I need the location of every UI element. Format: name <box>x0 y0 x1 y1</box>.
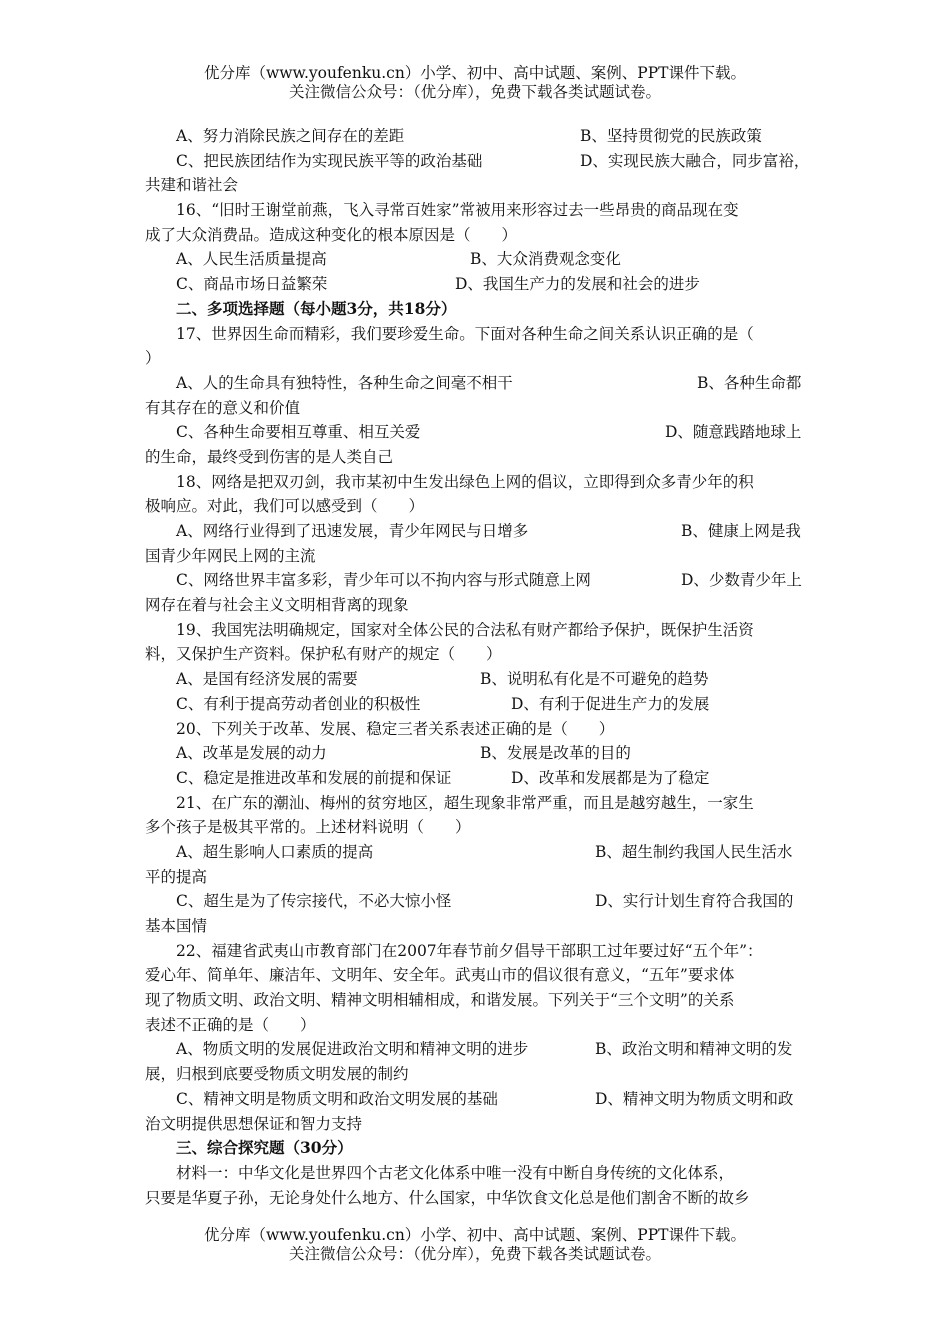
q21-option-d: D、实行计划生育符合我国的 <box>595 892 794 911</box>
q20-option-d: D、改革和发展都是为了稳定 <box>511 768 710 787</box>
q19-row-cd <box>145 692 809 717</box>
q15-option-a: A、努力消除民族之间存在的差距 <box>176 127 405 145</box>
document-body <box>145 124 809 1210</box>
q22-row-cd <box>145 1087 809 1112</box>
q19-option-d: D、有利于促进生产力的发展 <box>511 694 710 713</box>
q16-stem-cont: 成了大众消费品。造成这种变化的根本原因是（ ） <box>145 225 518 244</box>
q17-stem-cont: ） <box>145 349 161 368</box>
q17-option-a: A、人的生命具有独特性，各种生命之间毫不相干 <box>176 373 513 392</box>
q17-option-c: C、各种生命要相互尊重、相互关爱 <box>176 423 421 442</box>
q22-row-ab <box>145 1037 809 1062</box>
q20-stem: 20、下列关于改革、发展、稳定三者关系表述正确的是（ ） <box>176 719 615 738</box>
page-header <box>0 64 950 102</box>
page-footer <box>0 1226 950 1264</box>
q17-option-b-cont: 有其存在的意义和价值 <box>145 398 301 417</box>
q22-option-d: D、精神文明为物质文明和政 <box>595 1089 794 1108</box>
q22-option-d-cont: 治文明提供思想保证和智力支持 <box>145 1114 363 1133</box>
q18-row-ab <box>145 519 809 544</box>
q17-stem: 17、世界因生命而精彩，我们要珍爱生命。下面对各种生命之间关系认识正确的是（ <box>176 324 754 343</box>
q19-row-ab <box>145 667 809 692</box>
q20-row-ab <box>145 741 809 766</box>
q20-row-cd <box>145 766 809 791</box>
q21-option-b: B、超生制约我国人民生活水 <box>595 842 793 861</box>
q17-option-b: B、各种生命都 <box>697 373 802 392</box>
q21-row-ab <box>145 840 809 865</box>
q19-option-a: A、是国有经济发展的需要 <box>176 670 358 689</box>
q16-option-a: A、人民生活质量提高 <box>176 250 327 269</box>
material-1-line-2: 只要是华夏子孙，无论身处什么地方、什么国家，中华饮食文化总是他们割舍不断的故乡 <box>145 1188 750 1207</box>
q22-stem-cont-2: 现了物质文明、政治文明、精神文明相辅相成，和谐发展。下列关于“三个文明”的关系 <box>145 991 735 1010</box>
q18-option-d: D、少数青少年上 <box>681 571 802 590</box>
q18-row-cd <box>145 568 809 593</box>
section-2-heading: 二、多项选择题（每小题3分，共18分） <box>176 298 457 318</box>
q21-stem-cont: 多个孩子是极其平常的。上述材料说明（ ） <box>145 818 471 837</box>
q15-option-c: C、把民族团结作为实现民族平等的政治基础 <box>176 151 483 170</box>
q20-option-c: C、稳定是推进改革和发展的前提和保证 <box>176 768 452 787</box>
q21-option-b-cont: 平的提高 <box>145 867 208 886</box>
q16-row-cd <box>145 272 809 297</box>
q20-option-a: A、改革是发展的动力 <box>176 744 327 763</box>
q16-option-d: D、我国生产力的发展和社会的进步 <box>455 275 700 294</box>
q21-option-d-cont: 基本国情 <box>145 917 208 935</box>
q21-row-cd <box>145 889 809 914</box>
q15-option-d-cont: 共建和谐社会 <box>145 176 239 195</box>
q18-option-d-cont: 网存在着与社会主义文明相背离的现象 <box>145 596 409 615</box>
q20-option-b: B、发展是改革的目的 <box>480 744 631 763</box>
q15-option-b: B、坚持贯彻党的民族政策 <box>580 127 762 145</box>
q16-option-c: C、商品市场日益繁荣 <box>176 275 328 294</box>
q15-row-cd <box>145 149 809 174</box>
q22-stem: 22、福建省武夷山市教育部门在2007年春节前夕倡导干部职工过年要过好“五个年”： <box>176 941 763 960</box>
q16-row-ab <box>145 247 809 272</box>
q19-option-b: B、说明私有化是不可避免的趋势 <box>480 670 709 689</box>
q19-stem-cont: 料，又保护生产资料。保护私有财产的规定（ ） <box>145 645 502 664</box>
q22-option-a: A、物质文明的发展促进政治文明和精神文明的进步 <box>176 1040 529 1059</box>
footer-line-2: 关注微信公众号：（优分库），免费下载各类试题试卷。 <box>288 1245 661 1263</box>
q15-option-d: D、实现民族大融合，同步富裕， <box>580 151 810 170</box>
q15-row-ab <box>145 124 809 149</box>
q17-row-cd <box>145 420 809 445</box>
q17-option-d-cont: 的生命，最终受到伤害的是人类自己 <box>145 447 394 466</box>
q21-option-a: A、超生影响人口素质的提高 <box>176 842 374 861</box>
q22-option-b-cont: 展，归根到底要受物质文明发展的制约 <box>145 1065 409 1084</box>
material-1-line-1: 材料一：中华文化是世界四个古老文化体系中唯一没有中断自身传统的文化体系， <box>176 1163 735 1182</box>
q22-option-b: B、政治文明和精神文明的发 <box>595 1040 793 1059</box>
q22-stem-cont-1: 爱心年、简单年、廉洁年、文明年、安全年。武夷山市的倡议很有意义，“五年”要求体 <box>145 966 735 985</box>
q17-option-d: D、随意践踏地球上 <box>665 423 802 442</box>
q19-stem: 19、我国宪法明确规定，国家对全体公民的合法私有财产都给予保护，既保护生活资 <box>176 620 754 639</box>
header-line-1: 优分库（www.youfenku.cn）小学、初中、高中试题、案例、PPT课件下载。 <box>203 64 747 82</box>
footer-line-1: 优分库（www.youfenku.cn）小学、初中、高中试题、案例、PPT课件下载。 <box>203 1226 747 1244</box>
q19-option-c: C、有利于提高劳动者创业的积极性 <box>176 694 421 713</box>
q18-stem: 18、网络是把双刃剑，我市某初中生发出绿色上网的倡议，立即得到众多青少年的积 <box>176 472 754 491</box>
q21-option-c: C、超生是为了传宗接代，不必大惊小怪 <box>176 892 452 911</box>
q18-option-c: C、网络世界丰富多彩，青少年可以不拘内容与形式随意上网 <box>176 571 591 590</box>
q18-stem-cont: 极响应。对此，我们可以感受到（ ） <box>145 497 425 516</box>
q17-row-ab <box>145 371 809 396</box>
q18-option-b: B、健康上网是我 <box>681 522 801 540</box>
q18-option-b-cont: 国青少年网民上网的主流 <box>145 546 316 565</box>
section-3-heading: 三、综合探究题（30分） <box>176 1138 353 1158</box>
q18-option-a: A、网络行业得到了迅速发展，青少年网民与日增多 <box>176 522 529 540</box>
q16-option-b: B、大众消费观念变化 <box>470 250 621 269</box>
q21-stem: 21、在广东的潮汕、梅州的贫穷地区，超生现象非常严重，而且是越穷越生，一家生 <box>176 793 754 812</box>
header-line-2: 关注微信公众号：（优分库），免费下载各类试题试卷。 <box>288 83 661 101</box>
q22-option-c: C、精神文明是物质文明和政治文明发展的基础 <box>176 1089 498 1108</box>
q22-stem-cont-3: 表述不正确的是（ ） <box>145 1015 316 1034</box>
q16-stem: 16、“旧时王谢堂前燕，飞入寻常百姓家”常被用来形容过去一些昂贵的商品现在变 <box>176 201 739 220</box>
